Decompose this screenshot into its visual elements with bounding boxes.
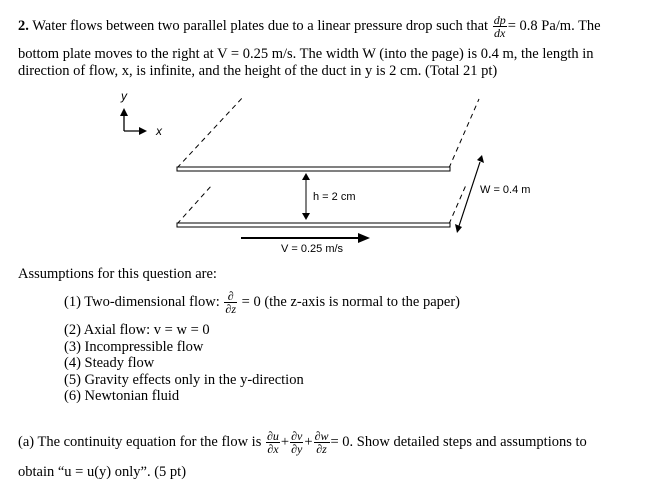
y-axis-arrowhead — [120, 108, 128, 116]
height-arrow-top — [302, 173, 310, 180]
problem-intro: Water flows between two parallel plates due to a linear pressure drop such that — [32, 17, 489, 34]
problem-line-3: direction of flow, x, is infinite, and the height of the duct in y is 2 cm. (Total 21 pt) — [18, 63, 498, 79]
dx-denominator-a: ∂x — [267, 442, 279, 456]
dv-numerator: ∂v — [291, 429, 303, 443]
dw-dz-fraction — [314, 430, 330, 455]
bottom-plate — [177, 223, 450, 227]
dw-numerator: ∂w — [314, 429, 329, 443]
plus-sign-2: + — [304, 433, 313, 450]
bottom-plate-back-left-edge — [177, 185, 212, 224]
dv-dy-fraction — [290, 430, 303, 455]
bottom-plate-back-right-edge — [449, 185, 466, 224]
width-dimension-line — [459, 162, 480, 226]
assumption-5: (5) Gravity effects only in the y-direction — [64, 372, 304, 388]
plus-sign-1: + — [280, 433, 290, 450]
pressure-gradient-value: = 0.8 Pa/m — [507, 17, 572, 34]
problem-line-2: bottom plate moves to the right at V = 0.25 m/s. The width W (into the page) is 0.4 m, the length in — [18, 46, 594, 62]
dx-denominator: dx — [494, 26, 506, 40]
assumption-6: (6) Newtonian fluid — [64, 388, 180, 404]
dy-denominator: ∂y — [291, 442, 303, 456]
problem-number: 2. — [18, 17, 29, 34]
assumption-1 — [64, 290, 460, 315]
assumptions-heading: Assumptions for this question are: — [18, 266, 217, 282]
du-dx-fraction — [266, 430, 280, 455]
axis-y-label: y — [121, 89, 127, 103]
velocity-label: V = 0.25 m/s — [281, 243, 344, 255]
assumption-4: (4) Steady flow — [64, 355, 155, 371]
part-a-line-2: obtain “u = u(y) only”. (5 pt) — [18, 464, 187, 480]
width-arrow-bottom — [455, 224, 462, 233]
du-numerator: ∂u — [266, 429, 279, 443]
width-arrow-top — [477, 155, 484, 163]
height-label: h = 2 cm — [313, 191, 356, 203]
assumption-3: (3) Incompressible flow — [64, 339, 204, 355]
height-arrow-bottom — [302, 213, 310, 220]
top-plate-back-right-edge — [449, 99, 479, 168]
top-plate — [177, 167, 450, 171]
width-label: W = 0.4 m — [480, 184, 531, 196]
assumption-1-prefix: (1) Two-dimensional flow: — [64, 293, 220, 310]
top-plate-back-left-edge — [177, 96, 244, 168]
partial-denominator: ∂z — [225, 302, 237, 316]
x-axis-arrowhead — [139, 127, 147, 135]
partial-numerator: ∂ — [224, 290, 237, 303]
assumption-2: (2) Axial flow: v = w = 0 — [64, 322, 210, 338]
axis-x-label: x — [156, 124, 162, 138]
dz-denominator: ∂z — [316, 442, 327, 456]
partial-z-fraction — [224, 290, 237, 315]
problem-intro-end: . The — [571, 17, 601, 34]
dp-numerator: dp — [493, 13, 506, 27]
part-a-suffix: = 0. Show detailed steps and assumptions to — [330, 433, 587, 450]
part-a-line-1 — [18, 430, 587, 455]
velocity-arrowhead — [358, 233, 370, 243]
assumption-1-suffix: = 0 (the z-axis is normal to the paper) — [241, 293, 460, 310]
part-a-prefix: (a) The continuity equation for the flow is — [18, 433, 262, 450]
